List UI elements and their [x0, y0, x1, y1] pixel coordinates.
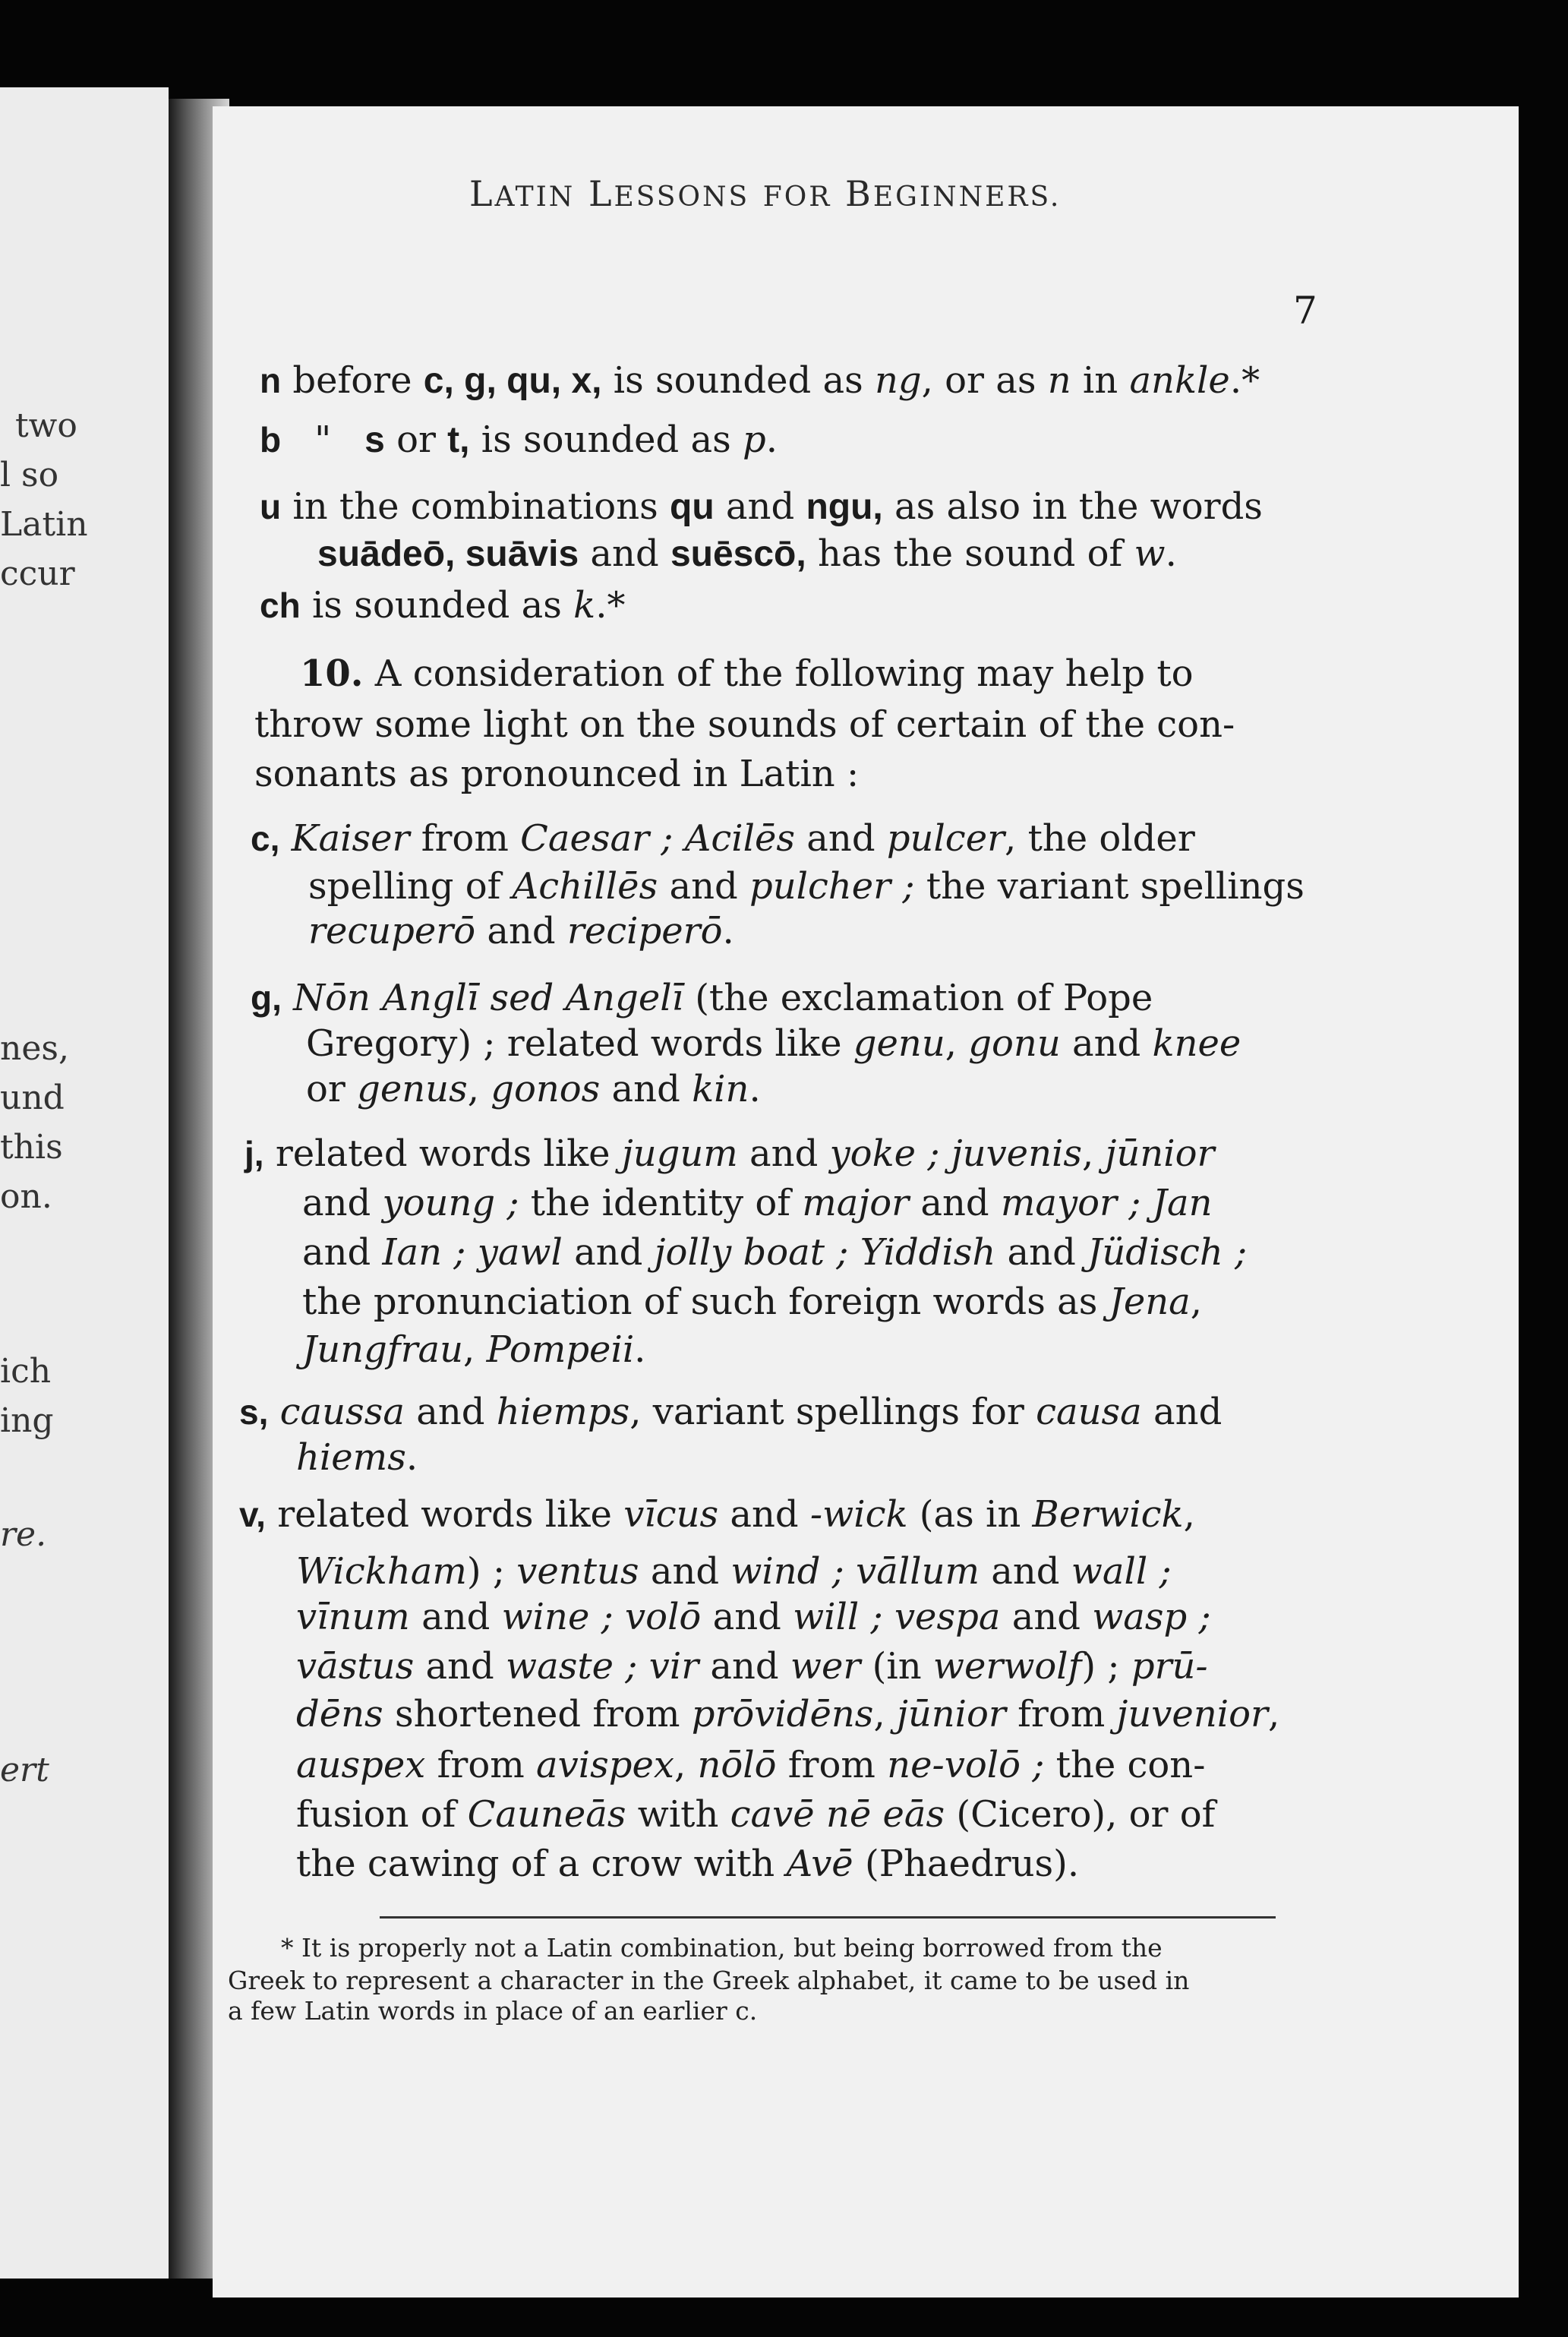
text-run: ,: [1183, 1493, 1195, 1536]
entry-g-line: [306, 1067, 761, 1111]
text-run: from: [1005, 1693, 1117, 1735]
italic-text: Caesar ;: [520, 817, 674, 860]
text-run: .: [1165, 532, 1177, 575]
text-run: the identity of: [519, 1182, 803, 1224]
text-run: s: [364, 420, 385, 460]
entry-c-line: [308, 864, 1305, 908]
text-run: g,: [251, 978, 282, 1018]
text-run: qu: [670, 487, 715, 527]
text-run: (as in: [907, 1493, 1033, 1536]
text-run: ,: [945, 1022, 969, 1065]
text-run: ) ;: [466, 1550, 517, 1593]
text-run: the con-: [1044, 1744, 1206, 1786]
text-run: L: [469, 173, 495, 214]
text-run: and: [714, 485, 806, 528]
italic-text: wind ;: [730, 1550, 844, 1593]
entry-j-line: [302, 1280, 1202, 1324]
italic-text: cavē nē eās: [730, 1793, 945, 1836]
entry-g-line: [306, 1022, 1241, 1066]
text-run: with: [626, 1793, 730, 1836]
text-run: and: [404, 1391, 497, 1433]
italic-text: juvenis: [951, 1132, 1082, 1175]
para-10-line: throw some light on the sounds of certain of the con-: [254, 703, 1235, 746]
italic-text: genu: [853, 1022, 945, 1065]
entry-c-line: [251, 816, 1195, 861]
italic-text: genus: [357, 1068, 468, 1110]
italic-text: Pompeii: [486, 1328, 635, 1371]
text-run: and: [414, 1645, 506, 1688]
entry-s-line: [296, 1435, 418, 1480]
italic-text: caussa: [279, 1391, 405, 1433]
left-fragment: l so: [0, 456, 59, 494]
text-run: and: [701, 1596, 793, 1638]
text-run: n: [260, 361, 282, 400]
text-run: and: [475, 910, 567, 952]
italic-text: Jungfrau: [302, 1328, 464, 1371]
italic-text: prū-: [1131, 1645, 1208, 1688]
text-run: .: [405, 1436, 418, 1479]
entry-j-line: [302, 1328, 645, 1372]
text-run: (in: [860, 1645, 933, 1688]
text-run: .: [765, 418, 778, 461]
text-run: [614, 1596, 625, 1638]
left-facing-page: [0, 87, 169, 2279]
text-run: and: [409, 1596, 502, 1638]
text-run: c,: [251, 819, 280, 858]
text-run: from: [409, 817, 521, 860]
text-run: ch: [260, 586, 301, 625]
italic-text: jūnior: [896, 1693, 1006, 1735]
italic-text: nōlō: [697, 1744, 777, 1786]
text-run: or: [384, 418, 448, 461]
left-fragment: ich: [0, 1352, 52, 1391]
text-run: .: [749, 1068, 761, 1110]
text-run: related words like: [263, 1132, 622, 1175]
text-run: in the combinations: [281, 485, 670, 528]
entry-v-line: [296, 1549, 1172, 1593]
text-run: shortened from: [383, 1693, 692, 1735]
text-run: [1141, 1182, 1152, 1224]
text-run: [844, 1550, 856, 1593]
italic-text: Jüdisch ;: [1087, 1231, 1248, 1274]
italic-text: avispex: [536, 1744, 674, 1786]
italic-text: vāstus: [296, 1645, 415, 1688]
text-run: spelling of: [308, 865, 513, 908]
entry-s-line: [239, 1390, 1222, 1434]
text-run: v,: [239, 1495, 266, 1534]
text-run: in: [1071, 359, 1130, 402]
footnote-line: a few Latin words in place of an earlier c.: [228, 1996, 758, 2026]
italic-text: hiems: [296, 1436, 406, 1479]
footnote-rule: [380, 1916, 1276, 1919]
italic-text: jūnior: [1105, 1132, 1215, 1175]
text-run: ,: [1081, 1132, 1106, 1175]
text-run: has the sound of: [806, 532, 1134, 575]
text-run: , or as: [921, 359, 1048, 402]
text-run: EGINNERS.: [872, 182, 1062, 213]
text-run: [883, 1596, 894, 1638]
italic-text: reciperō: [566, 910, 723, 952]
text-run: and: [699, 1645, 790, 1688]
italic-text: yawl: [477, 1231, 563, 1274]
text-run: [940, 1132, 951, 1175]
italic-text: vir: [648, 1645, 699, 1688]
left-fragment: nes,: [0, 1029, 69, 1068]
text-run: A consideration of the following may help to: [363, 652, 1194, 695]
rule-n: [260, 358, 1260, 403]
entry-v-line: [296, 1692, 1279, 1736]
text-run: .*: [595, 584, 626, 627]
text-run: and: [737, 1132, 830, 1175]
text-run: as also in the words: [882, 485, 1263, 528]
italic-text: Avē: [786, 1843, 853, 1885]
italic-text: Kaiser: [291, 817, 410, 860]
text-run: [279, 817, 291, 860]
text-run: t,: [447, 420, 470, 460]
text-run: [848, 1231, 860, 1274]
italic-text: k: [573, 584, 596, 627]
italic-text: Wickham: [296, 1550, 467, 1593]
running-header: [469, 173, 1061, 214]
text-run: or: [306, 1068, 358, 1110]
text-run: , the older: [1005, 817, 1195, 860]
italic-text: yoke ;: [829, 1132, 940, 1175]
entry-v-line: [296, 1743, 1205, 1787]
italic-text: auspex: [296, 1744, 426, 1786]
italic-text: prōvidēns: [691, 1693, 874, 1735]
text-run: before: [281, 359, 424, 402]
italic-text: waste ;: [505, 1645, 638, 1688]
italic-text: wer: [790, 1645, 861, 1688]
text-run: .*: [1229, 359, 1260, 402]
text-run: and: [600, 1068, 693, 1110]
text-run: [673, 817, 684, 860]
text-run: c, g, qu, x,: [423, 361, 602, 401]
text-run: and: [980, 1550, 1071, 1593]
text-run: s,: [239, 1392, 269, 1432]
page-number: 7: [1293, 289, 1317, 333]
rule-u-continued: [317, 532, 1177, 576]
text-run: ATIN: [494, 182, 576, 213]
footnote-line: * It is properly not a Latin combination, but being borrowed from the: [281, 1933, 1163, 1963]
entry-j-line: [302, 1230, 1247, 1274]
text-run: suādeō, suāvis: [317, 534, 579, 574]
italic-text: p: [742, 418, 766, 461]
italic-text: vespa: [894, 1596, 1001, 1638]
text-run: (Phaedrus).: [853, 1843, 1080, 1885]
text-run: and: [1000, 1596, 1093, 1638]
text-run: j,: [245, 1134, 264, 1173]
entry-v-line: [296, 1595, 1211, 1639]
text-run: related words like: [265, 1493, 624, 1536]
italic-text: Jan: [1152, 1182, 1213, 1224]
italic-text: knee: [1152, 1022, 1241, 1065]
text-run: is sounded as: [469, 418, 743, 461]
text-run: fusion of: [296, 1793, 468, 1836]
para-10-line: [300, 652, 1194, 696]
text-run: ,: [1190, 1281, 1203, 1323]
italic-text: gonos: [491, 1068, 601, 1110]
text-run: 10.: [300, 652, 364, 695]
text-run: and: [658, 865, 749, 908]
left-fragment: two: [15, 406, 77, 445]
italic-text: ng: [874, 359, 922, 402]
text-run: , variant spellings for: [629, 1391, 1036, 1433]
text-run: B: [845, 173, 873, 214]
text-run: FOR: [762, 182, 832, 213]
text-run: .: [634, 1328, 646, 1371]
text-run: ,: [1267, 1693, 1280, 1735]
text-run: ngu,: [806, 487, 883, 527]
italic-text: vīcus: [623, 1493, 719, 1536]
italic-text: ventus: [516, 1550, 639, 1593]
italic-text: pulcher ;: [749, 865, 915, 908]
entry-c-line: [308, 909, 734, 953]
text-run: the pronunciation of such foreign words as: [302, 1281, 1109, 1323]
text-run: suēscō,: [670, 534, 806, 574]
text-run: L: [588, 173, 614, 214]
text-run: and: [909, 1182, 1001, 1224]
italic-text: ne-volō ;: [887, 1744, 1045, 1786]
left-fragment: ccur: [0, 554, 75, 593]
italic-text: Berwick: [1032, 1493, 1184, 1536]
italic-text: dēns: [296, 1693, 383, 1735]
text-run: the cawing of a crow with: [296, 1843, 787, 1885]
rule-u: [260, 485, 1263, 529]
italic-text: wall ;: [1071, 1550, 1172, 1593]
italic-text: pulcer: [886, 817, 1005, 860]
entry-g-line: [251, 976, 1153, 1020]
italic-text: Jena: [1109, 1281, 1191, 1323]
italic-text: n: [1047, 359, 1071, 402]
text-run: [465, 1231, 477, 1274]
text-run: and: [302, 1182, 383, 1224]
text-run: ,: [674, 1744, 698, 1786]
text-run: ESSONS: [614, 182, 750, 213]
text-run: (Cicero), or of: [945, 1793, 1216, 1836]
text-run: is sounded as: [300, 584, 574, 627]
text-run: ) ;: [1081, 1645, 1131, 1688]
text-run: from: [776, 1744, 888, 1786]
italic-text: -wick: [809, 1493, 908, 1536]
text-run: (the exclamation of Pope: [683, 977, 1153, 1019]
left-fragment: this: [0, 1128, 63, 1167]
text-run: Gregory) ; related words like: [306, 1022, 853, 1065]
entry-j-line: [302, 1181, 1212, 1225]
text-run: ": [314, 418, 332, 461]
italic-text: Cauneās: [467, 1793, 626, 1836]
italic-text: major: [802, 1182, 910, 1224]
italic-text: jugum: [621, 1132, 738, 1175]
text-run: and: [562, 1231, 655, 1274]
entry-v-line: [296, 1842, 1079, 1886]
text-run: [268, 1391, 279, 1433]
italic-text: recuperō: [308, 910, 476, 952]
text-run: b: [260, 420, 282, 460]
italic-text: wasp ;: [1092, 1596, 1211, 1638]
entry-v-line: [296, 1792, 1215, 1836]
text-run: from: [425, 1744, 537, 1786]
entry-v-line: [296, 1644, 1208, 1688]
italic-text: juvenior: [1116, 1693, 1268, 1735]
text-run: [282, 977, 293, 1019]
text-run: and: [1060, 1022, 1153, 1065]
text-run: the variant spellings: [914, 865, 1305, 908]
left-fragment: re.: [0, 1515, 47, 1554]
italic-text: kin: [692, 1068, 749, 1110]
italic-text: werwolf: [932, 1645, 1082, 1688]
entry-v-line: [239, 1492, 1195, 1536]
para-10-line: sonants as pronounced in Latin :: [254, 753, 860, 795]
text-run: .: [722, 910, 734, 952]
italic-text: gonu: [968, 1022, 1061, 1065]
italic-text: wine ;: [501, 1596, 614, 1638]
text-run: and: [302, 1231, 383, 1274]
rule-ch: [260, 583, 626, 627]
text-run: is sounded as: [601, 359, 875, 402]
text-run: and: [1141, 1391, 1223, 1433]
left-fragment: und: [0, 1078, 65, 1117]
italic-text: Nōn Anglī sed Angelī: [293, 977, 683, 1019]
italic-text: Yiddish: [860, 1231, 996, 1274]
text-run: and: [718, 1493, 810, 1536]
text-run: and: [995, 1231, 1088, 1274]
italic-text: ankle: [1129, 359, 1230, 402]
italic-text: w: [1134, 532, 1166, 575]
left-fragment: ert: [0, 1751, 49, 1789]
entry-j-line: [245, 1132, 1214, 1176]
italic-text: jolly boat ;: [654, 1231, 849, 1274]
text-run: ,: [463, 1328, 487, 1371]
text-run: ,: [873, 1693, 897, 1735]
italic-text: volō: [625, 1596, 702, 1638]
italic-text: vīnum: [296, 1596, 410, 1638]
italic-text: Achillēs: [512, 865, 658, 908]
italic-text: Ian ;: [382, 1231, 466, 1274]
left-fragment: on.: [0, 1177, 52, 1216]
italic-text: vāllum: [856, 1550, 980, 1593]
text-run: ,: [467, 1068, 491, 1110]
italic-text: Acilēs: [684, 817, 796, 860]
italic-text: causa: [1036, 1391, 1142, 1433]
italic-text: will ;: [793, 1596, 883, 1638]
left-fragment: ing: [0, 1401, 54, 1440]
italic-text: young ;: [382, 1182, 519, 1224]
left-fragment: Latin: [0, 505, 88, 544]
footnote-line: Greek to represent a character in the Greek alphabet, it came to be used in: [228, 1966, 1190, 1995]
text-run: and: [579, 532, 670, 575]
text-run: and: [639, 1550, 731, 1593]
text-run: u: [260, 487, 282, 526]
text-run: and: [795, 817, 887, 860]
text-run: [637, 1645, 648, 1688]
italic-text: mayor ;: [1000, 1182, 1141, 1224]
italic-text: hiemps: [496, 1391, 630, 1433]
rule-b: [260, 418, 778, 463]
